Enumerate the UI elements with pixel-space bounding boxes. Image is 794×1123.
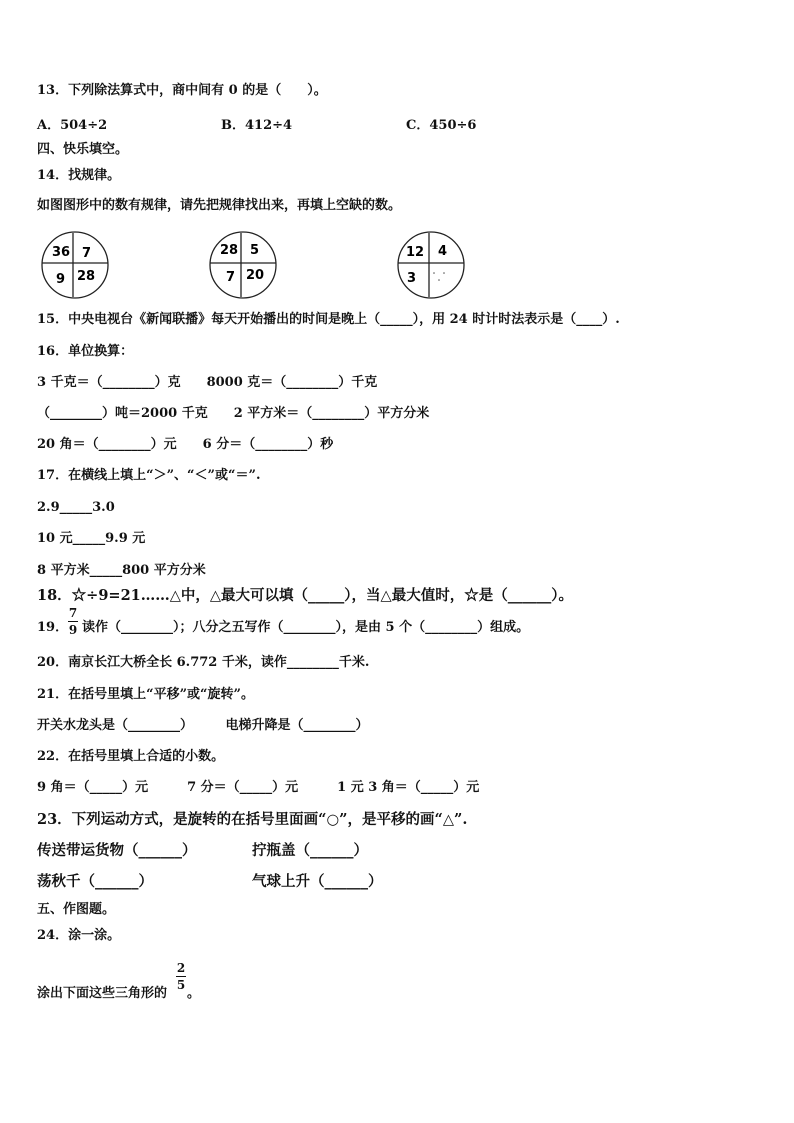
q23-item-b: 拧瓶盖（______） bbox=[252, 842, 368, 859]
q17-line-2: 10 元_____9.9 元 bbox=[37, 531, 146, 546]
q21-line-1: 开关水龙头是（________） 电梯升降是（________） bbox=[37, 718, 369, 733]
q22-line-1: 9 角＝（_____）元 7 分＝（_____）元 1 元 3 角＝（_____）元 bbox=[37, 780, 480, 795]
q16-line-1: 3 千克＝（________）克 8000 克＝（________）千克 bbox=[37, 375, 378, 390]
circle-1-bottom-right: 28 bbox=[77, 269, 96, 284]
q24-text: 涂出下面这些三角形的 bbox=[37, 986, 168, 1001]
q16-line-3: 20 角＝（________）元 6 分＝（________）秒 bbox=[37, 437, 334, 452]
q20-text: 20．南京长江大桥全长 6.772 千米，读作________千米. bbox=[37, 655, 370, 670]
q13-option-c: C．450÷6 bbox=[406, 118, 477, 133]
q14-title: 14．找规律。 bbox=[37, 168, 121, 183]
q23-item-a: 传送带运货物（______） bbox=[37, 842, 197, 859]
pattern-circle-2 bbox=[208, 230, 278, 304]
q18-text: 18．☆÷9=21……△中，△最大可以填（_____），当△最大值时，☆是（______）。 bbox=[37, 587, 573, 604]
q19-denominator: 9 bbox=[68, 623, 78, 637]
circle-2-bottom-left: 7 bbox=[226, 270, 236, 285]
circle-3-top-right: 4 bbox=[438, 244, 448, 259]
circle-2-top-left: 28 bbox=[220, 243, 239, 258]
q19-numerator: 7 bbox=[68, 606, 78, 620]
circle-3-top-left: 12 bbox=[406, 245, 425, 260]
q16-title: 16．单位换算： bbox=[37, 344, 134, 359]
circle-2-bottom-right: 20 bbox=[246, 268, 265, 283]
q24-fraction bbox=[176, 962, 186, 991]
circle-2-top-right: 5 bbox=[250, 243, 260, 258]
q23-item-d: 气球上升（______） bbox=[252, 873, 383, 890]
q23-title: 23．下列运动方式，是旋转的在括号里面画“○”，是平移的画“△”. bbox=[37, 811, 468, 828]
q19-text: 读作（________）；八分之五写作（________），是由 5 个（________）组成。 bbox=[82, 620, 530, 635]
q13-option-a: A．504÷2 bbox=[37, 118, 108, 133]
q22-title: 22．在括号里填上合适的小数。 bbox=[37, 749, 225, 764]
circle-1-top-left: 36 bbox=[52, 245, 71, 260]
q17-line-1: 2.9_____3.0 bbox=[37, 500, 115, 515]
q16-line-2: （________）吨＝2000 千克 2 平方米＝（________）平方分米 bbox=[37, 406, 430, 421]
q17-line-3: 8 平方米_____800 平方分米 bbox=[37, 563, 206, 578]
q13-stem: 13．下列除法算式中，商中间有 0 的是（ ）。 bbox=[37, 83, 327, 98]
q19-fraction bbox=[68, 607, 78, 636]
section-5-heading: 五、作图题。 bbox=[37, 902, 116, 917]
q14-description: 如图图形中的数有规律，请先把规律找出来，再填上空缺的数。 bbox=[37, 198, 402, 213]
circle-1-bottom-left: 9 bbox=[56, 272, 66, 287]
q24-title: 24．涂一涂。 bbox=[37, 928, 121, 943]
q13-option-b: B．412÷4 bbox=[221, 118, 293, 133]
q24-denominator: 5 bbox=[176, 978, 186, 992]
circle-1-top-right: 7 bbox=[82, 246, 92, 261]
q15-text: 15．中央电视台《新闻联播》每天开始播出的时间是晚上（_____），用 24 时计时法表示是（____）. bbox=[37, 312, 620, 327]
q21-title: 21．在括号里填上“平移”或“旋转”。 bbox=[37, 687, 255, 702]
q17-title: 17．在横线上填上“＞”、“＜”或“＝”. bbox=[37, 468, 261, 483]
pattern-circle-3 bbox=[396, 230, 466, 304]
q24-numerator: 2 bbox=[176, 961, 186, 975]
pattern-circle-1 bbox=[40, 230, 110, 304]
section-4-heading: 四、快乐填空。 bbox=[37, 142, 129, 157]
circle-3-bottom-left: 3 bbox=[407, 271, 417, 286]
q19-prefix: 19． bbox=[37, 620, 69, 635]
q23-item-c: 荡秋千（______） bbox=[37, 873, 153, 890]
q24-end: 。 bbox=[187, 986, 201, 1001]
